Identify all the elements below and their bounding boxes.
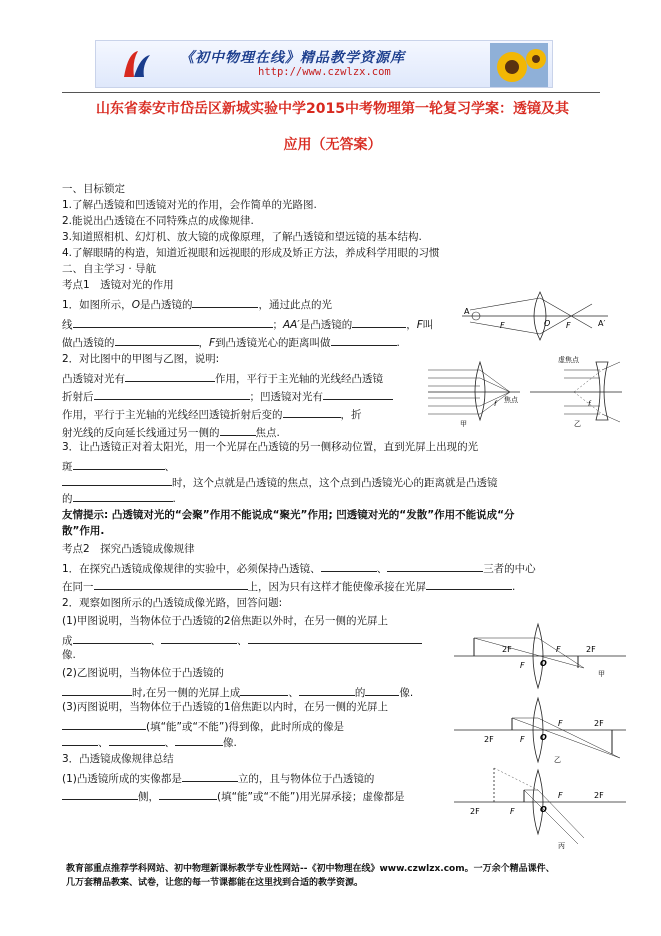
blank-p2-7[interactable] — [365, 684, 399, 696]
p2-1-line3: 像. — [62, 649, 76, 661]
q2-line4: 射光线的反向延长线通过另一侧的 焦点. — [62, 424, 280, 440]
header-rule — [62, 92, 600, 93]
goal-4: 4.了解眼睛的构造，知道近视眼和远视眼的形成及矫正方法，养成科学用眼的习惯 — [62, 247, 440, 259]
topic1-heading: 考点1 透镜对光的作用 — [62, 279, 174, 291]
fig3-bing-o: O — [540, 805, 547, 814]
blank-p3-3[interactable] — [159, 788, 217, 800]
q1-line2: 线 ；AA′是凸透镜的 ，F叫 — [62, 316, 433, 332]
header-banner — [95, 40, 553, 88]
blank-p1-2[interactable] — [387, 560, 483, 572]
fig3-bing-f-right: F — [558, 791, 563, 800]
blank-p2-11[interactable] — [175, 734, 223, 746]
blank-p1-4[interactable] — [426, 578, 512, 590]
goal-1: 1.了解凸透镜和凹透镜对光的作用，会作简单的光路图. — [62, 199, 317, 211]
goal-2: 2.能说出凸透镜在不同特殊点的成像规律. — [62, 215, 254, 227]
blank-q2-4[interactable] — [283, 406, 341, 418]
q2-line1: 凸透镜对光有 作用，平行于主光轴的光线经凸透镜 — [62, 370, 383, 386]
banner-url[interactable]: http://www.czwlzx.com — [258, 66, 391, 78]
goal-3: 3.知道照相机、幻灯机、放大镜的成像原理，了解凸透镜和望远镜的基本结构. — [62, 231, 422, 243]
blank-q2-2[interactable] — [94, 388, 250, 400]
fig3-yi-o: O — [540, 733, 547, 742]
p1-line2: 在同一 上，因为只有这样才能使像承接在光屏 . — [62, 578, 515, 594]
sunflower-icon — [490, 43, 548, 87]
q3-line4: 的 . — [62, 490, 176, 506]
doc-title-line1: 山东省泰安市岱岳区新城实验中学2015中考物理第一轮复习学案：透镜及其 — [96, 101, 569, 117]
fig2-label-f-yi: f — [588, 400, 591, 408]
fig3-jia-o: O — [540, 659, 547, 668]
blank-p3-1[interactable] — [182, 770, 238, 782]
fig2-label-yi: 乙 — [574, 420, 581, 428]
fig1-label-a2: A′ — [598, 319, 606, 328]
fig3-yi — [454, 698, 626, 764]
blank-q2-3[interactable] — [323, 388, 393, 400]
p3-line2: 侧， (填“能”或“不能”)用光屏承接；虚像都是 — [62, 788, 404, 804]
p2-2-line1: (2)乙图说明，当物体位于凸透镜的 — [62, 667, 224, 679]
p2-intro: 2．观察如图所示的凸透镜成像光路，回答问题: — [62, 597, 283, 609]
fig1-label-o: O — [544, 319, 551, 328]
section1-heading: 一、目标锁定 — [62, 183, 125, 195]
blank-p1-1[interactable] — [321, 560, 377, 572]
blank-q3-2[interactable] — [62, 474, 172, 486]
blank-p2-10[interactable] — [109, 734, 165, 746]
blank-q2-1[interactable] — [125, 370, 215, 382]
fig3-jia-f-left: F — [520, 661, 525, 670]
p3-line1: (1)凸透镜所成的实像都是 立的，且与物体位于凸透镜的 — [62, 770, 374, 786]
footer-line2: 几万套精品教案、试卷，让您的每一节课都能在这里找到合适的教学资源。 — [66, 878, 364, 888]
blank-p2-1[interactable] — [73, 632, 151, 644]
blank-p2-4[interactable] — [62, 684, 132, 696]
fig3-yi-2f-left: 2F — [484, 735, 494, 744]
q1-line1: 1．如图所示，O是凸透镜的 ，通过此点的光 — [62, 296, 332, 312]
q2-line2: 折射后 ；凹透镜对光有 — [62, 388, 393, 404]
p2-1-line2: 成 、 、 — [62, 632, 422, 648]
figure-lens-comparison — [424, 356, 624, 428]
blank-q1-5[interactable] — [331, 334, 397, 346]
p2-3-line2: (填“能”或“不能”)得到像，此时所成的像是 — [62, 718, 344, 734]
blank-q3-3[interactable] — [73, 490, 173, 502]
fig1-label-f-right: F — [566, 321, 571, 330]
figure-imaging-diagrams — [454, 618, 626, 850]
figure-convex-lens — [460, 288, 610, 348]
q3-line2: 斑 、 — [62, 458, 175, 474]
blank-p2-2[interactable] — [161, 632, 237, 644]
blank-q2-5[interactable] — [220, 424, 256, 436]
q2-intro: 2．对比图中的甲图与乙图，说明: — [62, 353, 220, 365]
tip-line2: 散”作用. — [62, 525, 105, 537]
blank-p3-2[interactable] — [62, 788, 138, 800]
topic2-heading: 考点2 探究凸透镜成像规律 — [62, 543, 195, 555]
fig1-label-a: A — [464, 307, 470, 316]
fig3-bing — [454, 768, 626, 850]
p2-1-line1: (1)甲图说明，当物体位于凸透镜的2倍焦距以外时，在另一侧的光屏上 — [62, 615, 389, 627]
blank-p2-8[interactable] — [62, 718, 146, 730]
fig3-jia-2f-right: 2F — [586, 645, 596, 654]
logo-icon — [118, 47, 154, 83]
blank-q1-4[interactable] — [115, 334, 199, 346]
fig3-jia-f-right: F — [556, 645, 561, 654]
fig3-bing-f-left: F — [510, 807, 515, 816]
p2-3-line3: 、 、 像. — [62, 734, 237, 750]
blank-p2-5[interactable] — [240, 684, 288, 696]
blank-p2-6[interactable] — [299, 684, 355, 696]
footer-line1: 教育部重点推荐学科网站、初中物理新课标教学专业性网站--《初中物理在线》www.czwlzx.com。一万余个精品课件、 — [66, 864, 555, 874]
fig3-label-yi: 乙 — [554, 756, 561, 764]
blank-q3-1[interactable] — [73, 458, 165, 470]
blank-q1-3[interactable] — [352, 316, 406, 328]
fig2-label-virtual-focus: 虚焦点 — [558, 356, 579, 364]
fig3-label-bing: 丙 — [558, 842, 565, 850]
blank-q1-2[interactable] — [73, 316, 273, 328]
q2-line3: 作用，平行于主光轴的光线经凹透镜折射后变的 ，折 — [62, 406, 362, 422]
doc-title-line2: 应用（无答案） — [283, 137, 382, 153]
fig3-bing-2f-left: 2F — [470, 807, 480, 816]
p1-line1: 1．在探究凸透镜成像规律的实验中，必须保持凸透镜、 、 三者的中心 — [62, 560, 536, 576]
fig2-label-focus: 焦点 — [504, 396, 518, 404]
p3-heading: 3．凸透镜成像规律总结 — [62, 753, 174, 765]
fig3-yi-f-right: F — [558, 719, 563, 728]
q3-line1: 3．让凸透镜正对着太阳光，用一个光屏在凸透镜的另一侧移动位置，直到光屏上出现的光 — [62, 441, 479, 453]
fig2-jia — [428, 362, 520, 428]
banner-title: 《初中物理在线》精品教学资源库 — [180, 50, 405, 66]
blank-p1-3[interactable] — [94, 578, 248, 590]
fig2-label-jia: 甲 — [460, 420, 467, 428]
q1-line3: 做凸透镜的 ，F到凸透镜光心的距离叫做 . — [62, 334, 400, 350]
fig3-bing-2f-right: 2F — [594, 791, 604, 800]
blank-p2-3[interactable] — [248, 632, 422, 644]
fig3-label-jia: 甲 — [598, 670, 605, 678]
fig3-jia — [454, 624, 626, 688]
section2-heading: 二、自主学习 · 导航 — [62, 263, 157, 275]
fig3-yi-f-left: F — [520, 735, 525, 744]
q3-line3: 时，这个点就是凸透镜的焦点，这个点到凸透镜光心的距离就是凸透镜 — [62, 474, 498, 490]
p2-2-line2: 时,在另一侧的光屏上成 、 的 像. — [62, 684, 413, 700]
p2-3-line1: (3)丙图说明，当物体位于凸透镜的1倍焦距以内时，在另一侧的光屏上 — [62, 701, 389, 713]
fig3-yi-2f-right: 2F — [594, 719, 604, 728]
tip-line1: 友情提示: 凸透镜对光的“会聚”作用不能说成“聚光”作用; 凹透镜对光的“发散”作用不能说成“分 — [62, 509, 515, 521]
fig2-yi — [530, 356, 622, 428]
fig3-jia-2f-left: 2F — [502, 645, 512, 654]
blank-q1-1[interactable] — [192, 296, 258, 308]
fig1-label-f: F — [500, 321, 505, 330]
blank-p2-9[interactable] — [62, 734, 98, 746]
fig2-label-f: f — [494, 400, 497, 408]
footer — [66, 862, 606, 890]
